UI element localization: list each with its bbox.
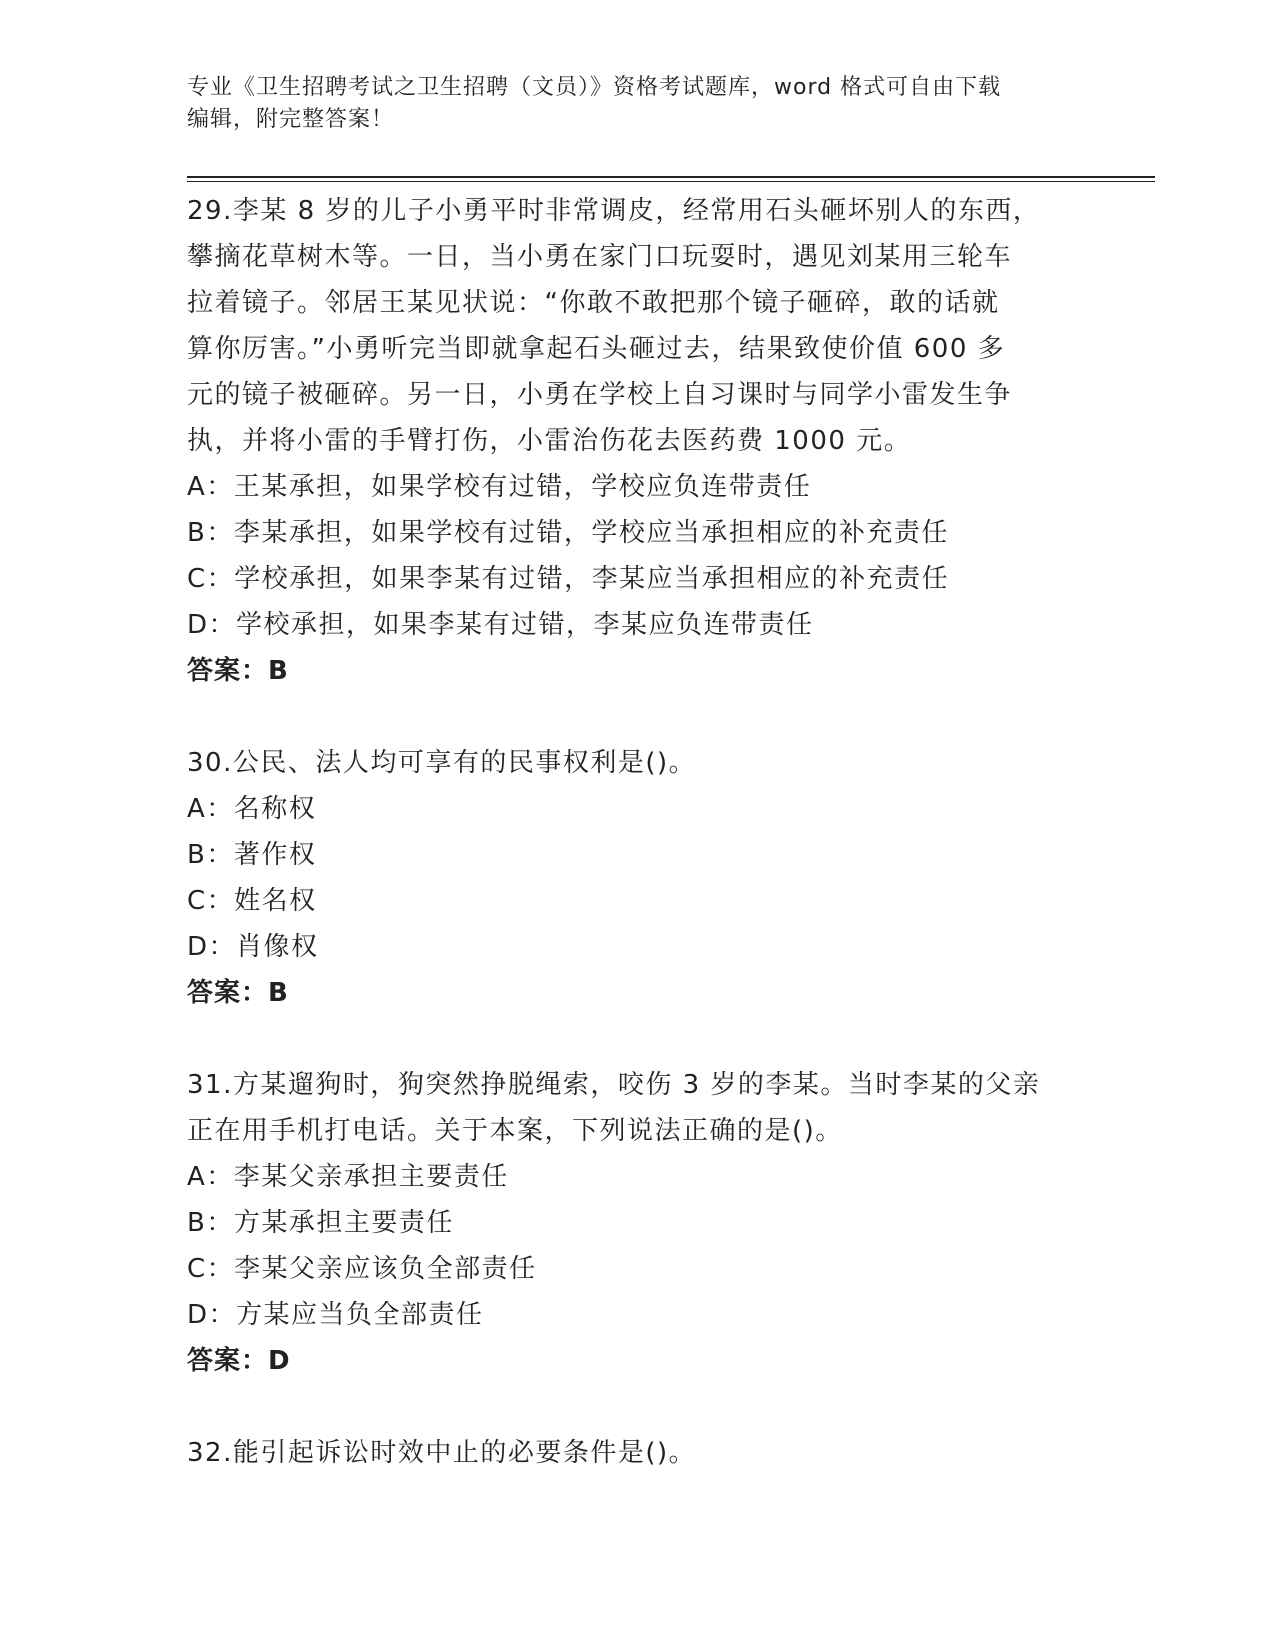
answer-label: 答案：B <box>187 656 289 686</box>
question-stem-line: 31.方某遛狗时，狗突然挣脱绳索，咬伤 3 岁的李某。当时李某的父亲 <box>187 1070 1041 1100</box>
spacer <box>187 1016 1087 1062</box>
question-stem-line: 算你厉害。”小勇听完当即就拿起石头砸过去，结果致使价值 600 多 <box>187 334 1006 364</box>
option-b: B：李某承担，如果学校有过错，学校应当承担相应的补充责任 <box>187 518 949 548</box>
question-stem-line: 拉着镜子。邻居王某见状说：“你敢不敢把那个镜子砸碎，敢的话就 <box>187 288 1000 318</box>
question-30 <box>187 740 1087 1016</box>
header-divider-thick <box>187 176 1155 178</box>
answer-label: 答案：B <box>187 978 289 1008</box>
question-list <box>187 188 1087 1476</box>
question-stem-line: 执，并将小雷的手臂打伤，小雷治伤花去医药费 1000 元。 <box>187 426 912 456</box>
option-a: A：名称权 <box>187 794 317 824</box>
spacer <box>187 694 1087 740</box>
question-stem-line: 元的镜子被砸碎。另一日，小勇在学校上自习课时与同学小雷发生争 <box>187 380 1013 410</box>
document-header <box>187 72 1067 136</box>
question-stem-line: 攀摘花草树木等。一日，当小勇在家门口玩耍时，遇见刘某用三轮车 <box>187 242 1013 272</box>
header-divider-thin <box>187 181 1155 182</box>
question-stem-line: 29.李某 8 岁的儿子小勇平时非常调皮，经常用石头砸坏别人的东西， <box>187 196 1041 226</box>
header-line-1: 专业《卫生招聘考试之卫生招聘（文员）》资格考试题库，word 格式可自由下载 <box>187 75 1002 100</box>
answer-label: 答案：D <box>187 1346 291 1376</box>
question-stem-line: 正在用手机打电话。关于本案，下列说法正确的是()。 <box>187 1116 843 1146</box>
option-c: C：李某父亲应该负全部责任 <box>187 1254 537 1284</box>
header-line-2: 编辑，附完整答案！ <box>187 107 395 132</box>
question-31 <box>187 1062 1087 1384</box>
option-d: D：方某应当负全部责任 <box>187 1300 484 1330</box>
option-d: D：肖像权 <box>187 932 319 962</box>
option-b: B：方某承担主要责任 <box>187 1208 454 1238</box>
question-29 <box>187 188 1087 694</box>
option-d: D：学校承担，如果李某有过错，李某应负连带责任 <box>187 610 814 640</box>
option-c: C：学校承担，如果李某有过错，李某应当承担相应的补充责任 <box>187 564 950 594</box>
spacer <box>187 1384 1087 1430</box>
question-stem-line: 32.能引起诉讼时效中止的必要条件是()。 <box>187 1438 697 1468</box>
option-c: C：姓名权 <box>187 886 317 916</box>
option-a: A：王某承担，如果学校有过错，学校应负连带责任 <box>187 472 812 502</box>
option-a: A：李某父亲承担主要责任 <box>187 1162 509 1192</box>
question-32 <box>187 1430 1087 1476</box>
question-stem-line: 30.公民、法人均可享有的民事权利是()。 <box>187 748 697 778</box>
option-b: B：著作权 <box>187 840 317 870</box>
